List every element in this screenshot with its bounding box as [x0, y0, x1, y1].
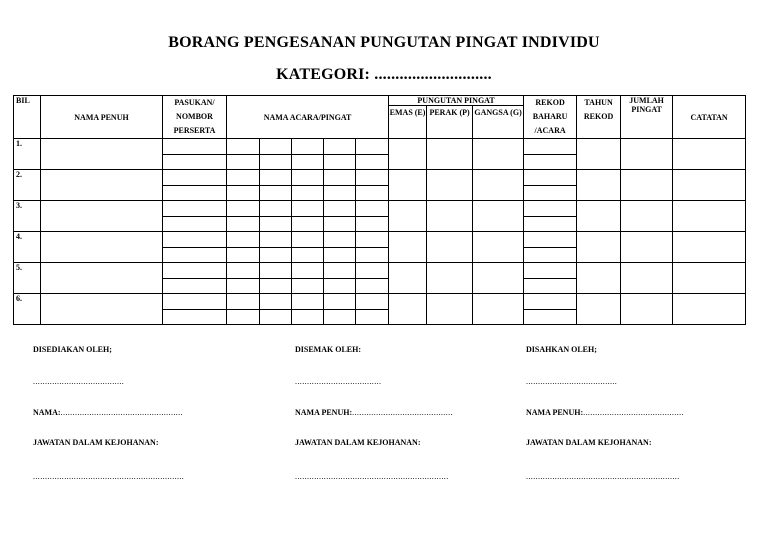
- header-rekod-baharu: REKOD BAHARU /ACARA: [524, 96, 577, 139]
- acara-cell[interactable]: [356, 201, 389, 217]
- jumlah-pingat-cell[interactable]: [621, 263, 673, 294]
- acara-cell[interactable]: [260, 310, 292, 325]
- acara-cell[interactable]: [227, 263, 260, 279]
- tahun-rekod-cell[interactable]: [577, 170, 621, 201]
- gangsa-cell[interactable]: [473, 201, 524, 232]
- row-number: 3.: [14, 201, 41, 232]
- acara-cell[interactable]: [260, 139, 292, 155]
- table-row: [14, 232, 746, 248]
- acara-cell[interactable]: [356, 170, 389, 186]
- catatan-cell[interactable]: [673, 139, 746, 170]
- header-bil: BIL: [14, 96, 41, 139]
- jawatan-label-1: JAWATAN DALAM KEJOHANAN:: [33, 438, 159, 447]
- acara-cell[interactable]: [324, 294, 356, 310]
- acara-cell[interactable]: [227, 279, 260, 294]
- tahun-rekod-cell[interactable]: [577, 139, 621, 170]
- nama-penuh-cell[interactable]: [41, 294, 163, 325]
- acara-cell[interactable]: [324, 263, 356, 279]
- perak-cell[interactable]: [427, 139, 473, 170]
- acara-cell[interactable]: [260, 232, 292, 248]
- tahun-rekod-cell[interactable]: [577, 232, 621, 263]
- catatan-cell[interactable]: [673, 170, 746, 201]
- acara-cell[interactable]: [324, 217, 356, 232]
- acara-cell[interactable]: [292, 155, 324, 170]
- perak-cell[interactable]: [427, 232, 473, 263]
- nama-penuh-cell[interactable]: [41, 170, 163, 201]
- acara-cell[interactable]: [260, 170, 292, 186]
- header-gangsa: GANGSA (G): [473, 106, 524, 139]
- emas-cell[interactable]: [389, 170, 427, 201]
- emas-cell[interactable]: [389, 201, 427, 232]
- jawatan-line-1[interactable]: ...............................................................: [33, 472, 185, 481]
- table-row: [14, 170, 746, 186]
- rekod-acara-cell[interactable]: [524, 279, 577, 294]
- gangsa-cell[interactable]: [473, 294, 524, 325]
- acara-cell[interactable]: [292, 201, 324, 217]
- acara-cell[interactable]: [292, 310, 324, 325]
- header-emas: EMAS (E): [389, 106, 427, 139]
- header-pasukan: PASUKAN/ NOMBOR PERSERTA: [163, 96, 227, 139]
- acara-cell[interactable]: [356, 217, 389, 232]
- acara-cell[interactable]: [324, 279, 356, 294]
- perak-cell[interactable]: [427, 294, 473, 325]
- header-pungutan-pingat: PUNGUTAN PINGAT: [389, 96, 524, 106]
- nama-penuh-cell[interactable]: [41, 201, 163, 232]
- header-jumlah-pingat: JUMLAH PINGAT: [621, 96, 673, 139]
- nama-penuh-cell[interactable]: [41, 139, 163, 170]
- perak-cell[interactable]: [427, 263, 473, 294]
- kategori-label: KATEGORI: ............................: [276, 66, 492, 83]
- emas-cell[interactable]: [389, 139, 427, 170]
- acara-cell[interactable]: [324, 310, 356, 325]
- acara-cell[interactable]: [227, 217, 260, 232]
- disahkan-label: DISAHKAN OLEH;: [526, 345, 597, 354]
- acara-cell[interactable]: [356, 263, 389, 279]
- row-number: 4.: [14, 232, 41, 263]
- acara-cell[interactable]: [324, 139, 356, 155]
- pasukan-cell[interactable]: [163, 294, 227, 310]
- acara-cell[interactable]: [356, 310, 389, 325]
- row-number: 5.: [14, 263, 41, 294]
- header-perak: PERAK (P): [427, 106, 473, 139]
- acara-cell[interactable]: [324, 155, 356, 170]
- perak-cell[interactable]: [427, 201, 473, 232]
- rekod-baharu-cell[interactable]: [524, 170, 577, 186]
- acara-cell[interactable]: [227, 170, 260, 186]
- emas-cell[interactable]: [389, 232, 427, 263]
- catatan-cell[interactable]: [673, 201, 746, 232]
- acara-cell[interactable]: [292, 294, 324, 310]
- header-nama-penuh: NAMA PENUH: [41, 96, 163, 139]
- nama-penuh-cell[interactable]: [41, 232, 163, 263]
- gangsa-cell[interactable]: [473, 232, 524, 263]
- jumlah-pingat-cell[interactable]: [621, 170, 673, 201]
- table-row: [14, 263, 746, 279]
- nama-penuh-cell[interactable]: [41, 263, 163, 294]
- pasukan-cell[interactable]: [163, 170, 227, 186]
- acara-cell[interactable]: [356, 294, 389, 310]
- perak-cell[interactable]: [427, 170, 473, 201]
- rekod-baharu-cell[interactable]: [524, 263, 577, 279]
- acara-cell[interactable]: [260, 294, 292, 310]
- acara-cell[interactable]: [260, 201, 292, 217]
- jumlah-pingat-cell[interactable]: [621, 201, 673, 232]
- nama-label-3: NAMA PENUH:: [526, 408, 584, 417]
- acara-cell[interactable]: [227, 186, 260, 201]
- acara-cell[interactable]: [292, 139, 324, 155]
- acara-cell[interactable]: [260, 279, 292, 294]
- pasukan-cell[interactable]: [163, 201, 227, 217]
- acara-cell[interactable]: [292, 248, 324, 263]
- rekod-baharu-cell[interactable]: [524, 294, 577, 310]
- acara-cell[interactable]: [260, 186, 292, 201]
- table-row: [14, 139, 746, 155]
- tahun-rekod-cell[interactable]: [577, 294, 621, 325]
- rekod-acara-cell[interactable]: [524, 155, 577, 170]
- pasukan-cell[interactable]: [163, 232, 227, 248]
- table-row: [14, 201, 746, 217]
- acara-cell[interactable]: [227, 232, 260, 248]
- acara-cell[interactable]: [292, 217, 324, 232]
- gangsa-cell[interactable]: [473, 139, 524, 170]
- nama-line-2[interactable]: ..........................................: [352, 408, 453, 417]
- nama-line-1[interactable]: ...................................................: [60, 408, 183, 417]
- acara-cell[interactable]: [292, 232, 324, 248]
- acara-cell[interactable]: [227, 155, 260, 170]
- emas-cell[interactable]: [389, 294, 427, 325]
- nombor-peserta-cell[interactable]: [163, 279, 227, 294]
- jumlah-pingat-cell[interactable]: [621, 294, 673, 325]
- acara-cell[interactable]: [260, 248, 292, 263]
- nombor-peserta-cell[interactable]: [163, 310, 227, 325]
- emas-cell[interactable]: [389, 263, 427, 294]
- acara-cell[interactable]: [292, 186, 324, 201]
- catatan-cell[interactable]: [673, 294, 746, 325]
- acara-cell[interactable]: [356, 186, 389, 201]
- tahun-rekod-cell[interactable]: [577, 201, 621, 232]
- rekod-baharu-cell[interactable]: [524, 201, 577, 217]
- acara-cell[interactable]: [260, 155, 292, 170]
- disahkan-signature-line[interactable]: ......................................: [526, 377, 618, 386]
- row-number: 1.: [14, 139, 41, 170]
- jawatan-line-3[interactable]: ................................................................: [526, 472, 680, 481]
- row-number: 2.: [14, 170, 41, 201]
- gangsa-cell[interactable]: [473, 263, 524, 294]
- form-title: BORANG PENGESANAN PUNGUTAN PINGAT INDIVIDU: [168, 34, 600, 51]
- acara-cell[interactable]: [227, 248, 260, 263]
- nombor-peserta-cell[interactable]: [163, 217, 227, 232]
- pasukan-cell[interactable]: [163, 263, 227, 279]
- acara-cell[interactable]: [324, 170, 356, 186]
- acara-cell[interactable]: [292, 170, 324, 186]
- disediakan-signature-line[interactable]: ......................................: [33, 377, 125, 386]
- acara-cell[interactable]: [292, 279, 324, 294]
- rekod-acara-cell[interactable]: [524, 186, 577, 201]
- nama-row-3: [526, 408, 684, 417]
- acara-cell[interactable]: [324, 232, 356, 248]
- rekod-acara-cell[interactable]: [524, 310, 577, 325]
- nama-row-2: [295, 408, 453, 417]
- jumlah-pingat-cell[interactable]: [621, 139, 673, 170]
- rekod-acara-cell[interactable]: [524, 248, 577, 263]
- rekod-acara-cell[interactable]: [524, 217, 577, 232]
- acara-cell[interactable]: [292, 263, 324, 279]
- rekod-baharu-cell[interactable]: [524, 232, 577, 248]
- nama-label-1: NAMA:: [33, 408, 61, 417]
- nombor-peserta-cell[interactable]: [163, 155, 227, 170]
- acara-cell[interactable]: [227, 201, 260, 217]
- acara-cell[interactable]: [356, 155, 389, 170]
- disemak-label: DISEMAK OLEH:: [295, 345, 362, 354]
- acara-cell[interactable]: [227, 310, 260, 325]
- jumlah-pingat-cell[interactable]: [621, 232, 673, 263]
- acara-cell[interactable]: [324, 201, 356, 217]
- tahun-rekod-cell[interactable]: [577, 263, 621, 294]
- pasukan-cell[interactable]: [163, 139, 227, 155]
- acara-cell[interactable]: [356, 232, 389, 248]
- catatan-cell[interactable]: [673, 263, 746, 294]
- row-number: 6.: [14, 294, 41, 325]
- acara-cell[interactable]: [356, 139, 389, 155]
- gangsa-cell[interactable]: [473, 170, 524, 201]
- nombor-peserta-cell[interactable]: [163, 186, 227, 201]
- rekod-baharu-cell[interactable]: [524, 139, 577, 155]
- jawatan-line-2[interactable]: ................................................................: [295, 472, 449, 481]
- jawatan-label-3: JAWATAN DALAM KEJOHANAN:: [526, 438, 652, 447]
- disediakan-label: DISEDIAKAN OLEH;: [33, 345, 112, 354]
- nama-row-1: [33, 408, 183, 417]
- acara-cell[interactable]: [260, 217, 292, 232]
- catatan-cell[interactable]: [673, 232, 746, 263]
- table-row: [14, 294, 746, 310]
- medal-table: [13, 95, 746, 325]
- acara-cell[interactable]: [356, 279, 389, 294]
- jawatan-label-2: JAWATAN DALAM KEJOHANAN:: [295, 438, 421, 447]
- acara-cell[interactable]: [260, 263, 292, 279]
- header-nama-acara: NAMA ACARA/PINGAT: [227, 96, 389, 139]
- acara-cell[interactable]: [324, 186, 356, 201]
- header-catatan: CATATAN: [673, 96, 746, 139]
- acara-cell[interactable]: [227, 294, 260, 310]
- disemak-signature-line[interactable]: ....................................: [295, 377, 382, 386]
- acara-cell[interactable]: [227, 139, 260, 155]
- nama-label-2: NAMA PENUH:: [295, 408, 353, 417]
- nombor-peserta-cell[interactable]: [163, 248, 227, 263]
- header-tahun-rekod: TAHUN REKOD: [577, 96, 621, 139]
- acara-cell[interactable]: [356, 248, 389, 263]
- acara-cell[interactable]: [324, 248, 356, 263]
- nama-line-3[interactable]: ..........................................: [583, 408, 684, 417]
